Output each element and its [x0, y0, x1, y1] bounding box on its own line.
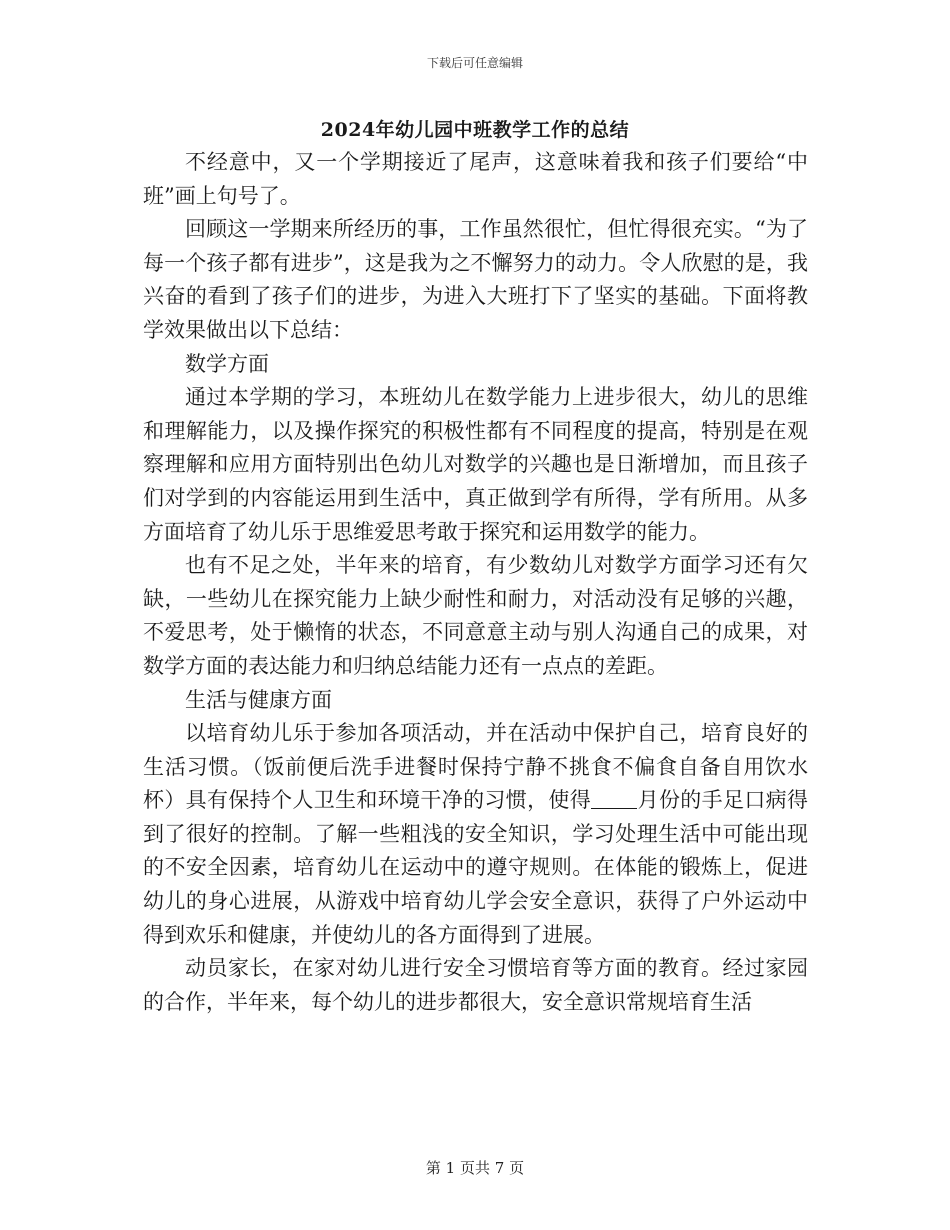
- paragraph-life-health: [143, 717, 808, 952]
- section-heading-life-health: 生活与健康方面: [185, 687, 332, 712]
- fill-in-blank: [591, 787, 637, 809]
- paragraph-life-health-part-b: 月份的手足口病得到了很好的控制。了解一些粗浅的安全知识，学习处理生活中可能出现的不安全因素，培育幼儿在运动中的遵守规则。在体能的锻炼上，促进幼儿的身心进展，从游戏中培育幼儿学会安全意识，获得了户外运动中得到欢乐和健康，并使幼儿的各方面得到了进展。: [143, 788, 809, 947]
- paragraph-parents: 动员家长，在家对幼儿进行安全习惯培育等方面的教育。经过家园的合作，半年来，每个幼儿的进步都很大，安全意识常规培育生活: [143, 956, 808, 1014]
- document-body: [143, 146, 808, 1019]
- section-heading-math: 数学方面: [185, 351, 269, 376]
- paragraph-math-shortcomings: 也有不足之处，半年来的培育，有少数幼儿对数学方面学习还有欠缺，一些幼儿在探究能力上缺少耐性和耐力，对活动没有足够的兴趣，不爱思考，处于懒惰的状态，不同意意主动与别人沟通自己的成果，对数学方面的表达能力和归纳总结能力还有一点点的差距。: [143, 553, 808, 678]
- paragraph-intro: 不经意中，又一个学期接近了尾声，这意味着我和孩子们要给“中班”画上句号了。: [143, 150, 808, 208]
- page-number: 第 1 页共 7 页: [425, 1159, 525, 1177]
- paragraph-life-health-part-a: 以培育幼儿乐于参加各项活动，并在活动中保护自己，培育良好的生活习惯。（饭前便后洗手进餐时保持宁静不挑食不偏食自备自用饮水杯）具有保持个人卫生和环境干净的习惯，使得: [143, 721, 808, 813]
- document-title: 2024年幼儿园中班教学工作的总结: [320, 119, 630, 141]
- paragraph-math-progress: 通过本学期的学习，本班幼儿在数学能力上进步很大，幼儿的思维和理解能力，以及操作探究的积极性都有不同程度的提高，特别是在观察理解和应用方面特别出色幼儿对数学的兴趣也是日渐增加，而且孩子们对学到的内容能运用到生活中，真正做到学有所得，学有所用。从多方面培育了幼儿乐于思维爱思考敢于探究和运用数学的能力。: [143, 385, 808, 544]
- paragraph-review: 回顾这一学期来所经历的事，工作虽然很忙，但忙得很充实。“为了每一个孩子都有进步”，这是我为之不懈努力的动力。令人欣慰的是，我兴奋的看到了孩子们的进步，为进入大班打下了坚实的基础。下面将教学效果做出以下总结：: [143, 217, 808, 342]
- header-note: 下载后可任意编辑: [426, 56, 523, 70]
